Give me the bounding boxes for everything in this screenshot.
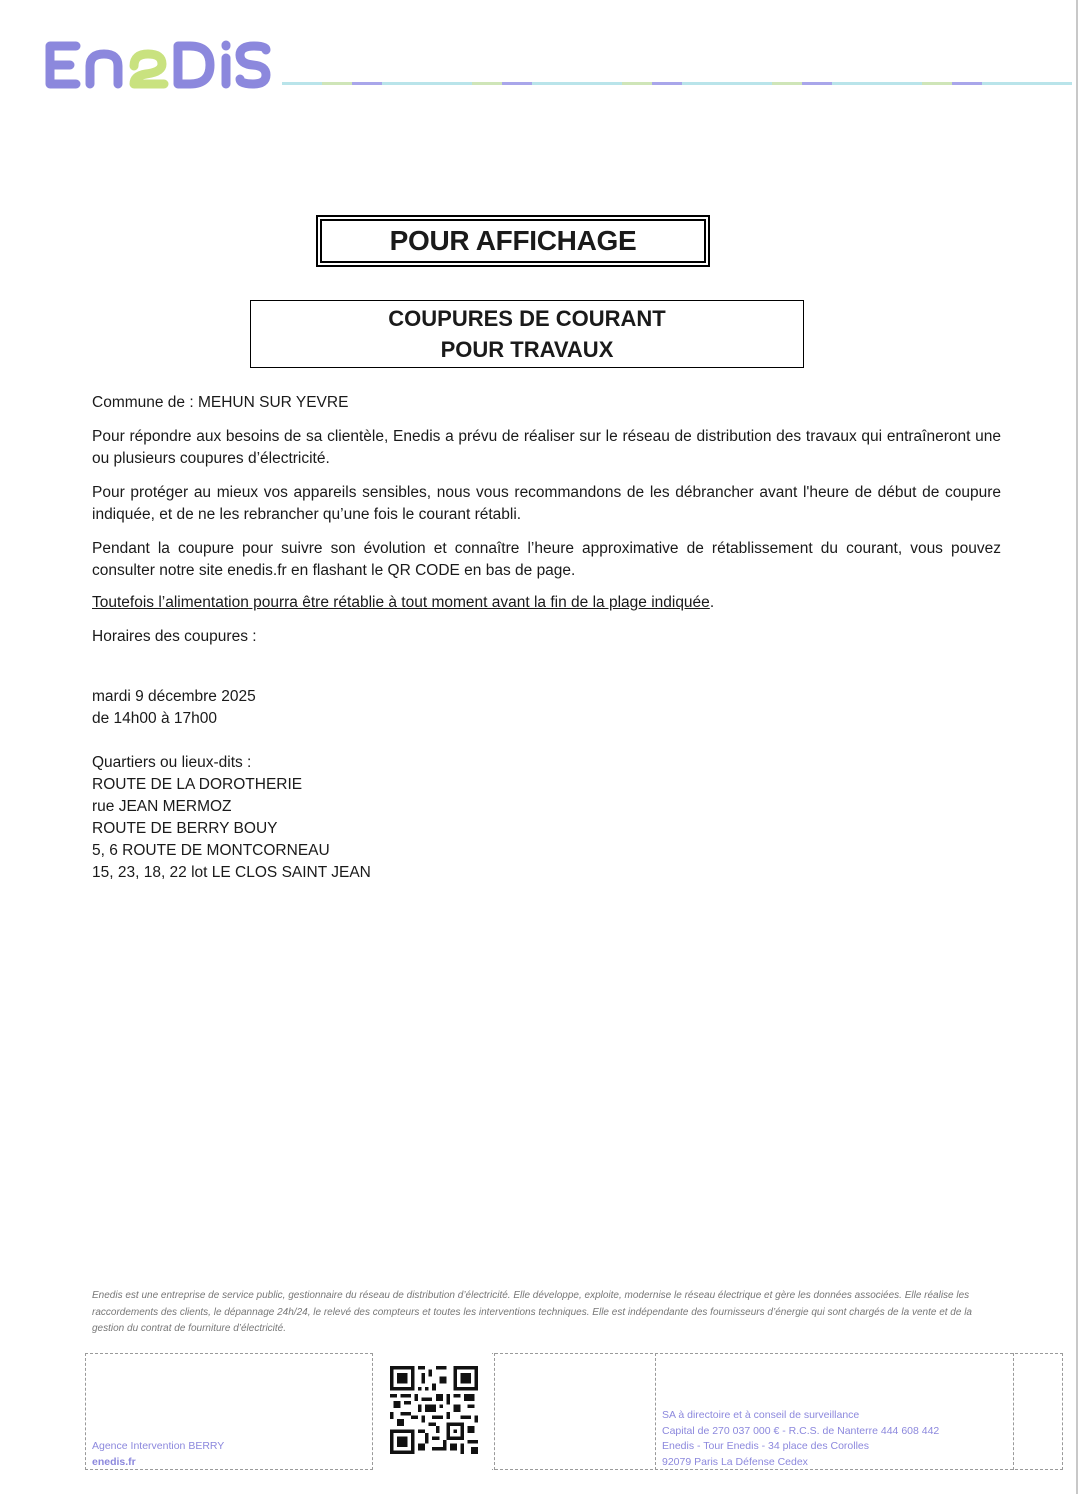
footer-divider [1013, 1353, 1014, 1470]
locations-label: Quartiers ou lieux-dits : [92, 754, 252, 771]
commune: Commune de : MEHUN SUR YEVRE [92, 394, 349, 411]
agency-name: Agence Intervention BERRY [92, 1440, 225, 1452]
warning-end: . [709, 594, 715, 611]
footer-divider [372, 1353, 373, 1470]
footer-divider [655, 1353, 656, 1470]
legal-line: 92079 Paris La Défense Cedex [662, 1455, 808, 1468]
location-item: ROUTE DE LA DOROTHERIE [92, 776, 303, 793]
subtitle-line-1: COUPURES DE COURANT [388, 306, 666, 331]
footer-disclaimer: Enedis est une entreprise de service public, gestionnaire du réseau de distribution d’électricité. Elle développe, exploite, modernise le réseau électrique et gère les données associées. Elle réalise les raccordements des clients, le dépannage 24h/24, le relevé des compteurs et toutes les interventions techniques. Elle est indépendante des fournisseurs d’énergie qui sont chargés de la vente et de la gestion du contrat de fourniture d’électricité. [92, 1290, 972, 1334]
schedule-label: Horaires des coupures : [92, 628, 257, 645]
location-item: 15, 23, 18, 22 lot LE CLOS SAINT JEAN [92, 864, 371, 881]
location-item: ROUTE DE BERRY BOUY [92, 820, 278, 837]
enedis-logo [42, 36, 274, 92]
page-title: POUR AFFICHAGE [389, 225, 637, 256]
footer-divider [494, 1353, 495, 1470]
subtitle-line-2: POUR TRAVAUX [440, 337, 614, 362]
enedis-logo-icon [42, 36, 274, 92]
notice-body [92, 392, 1001, 884]
website-link[interactable]: enedis.fr [92, 1456, 136, 1468]
paragraph-protect: Pour protéger au mieux vos appareils sensibles, nous vous recommandons de les débrancher avant l'heure de début de coupure indiquée, et de ne les rebrancher qu’une fois le courant rétabli. [92, 484, 1001, 523]
header-rule [282, 82, 1072, 85]
paragraph-needs: Pour répondre aux besoins de sa clientèle, Enedis a prévu de réaliser sur le réseau de distribution des travaux qui entraîneront une ou plusieurs coupures d’électricité. [92, 428, 1001, 467]
warning-line [92, 592, 1001, 614]
qr-code-icon [390, 1366, 478, 1454]
warning-text: Toutefois l’alimentation pourra être rétablie à tout moment avant la fin de la plage indiquée [92, 594, 710, 611]
legal-line: Enedis - Tour Enedis - 34 place des Corolles [662, 1440, 870, 1452]
legal-block [662, 1408, 939, 1470]
legal-line: SA à directoire et à conseil de surveillance [662, 1409, 860, 1421]
location-item: 5, 6 ROUTE DE MONTCORNEAU [92, 842, 330, 859]
title-box [316, 215, 710, 267]
subtitle-box [250, 300, 804, 368]
outage-time: de 14h00 à 17h00 [92, 710, 217, 727]
agency-block [92, 1438, 224, 1470]
paragraph-follow: Pendant la coupure pour suivre son évolution et connaître l’heure approximative de rétablissement du courant, vous pouvez consulter notre site enedis.fr en flashant le QR CODE en bas de page. [92, 540, 1001, 579]
outage-date: mardi 9 décembre 2025 [92, 688, 256, 705]
qr-code[interactable] [390, 1366, 478, 1454]
legal-line: Capital de 270 037 000 € - R.C.S. de Nanterre 444 608 442 [662, 1424, 940, 1437]
location-item: rue JEAN MERMOZ [92, 798, 232, 815]
